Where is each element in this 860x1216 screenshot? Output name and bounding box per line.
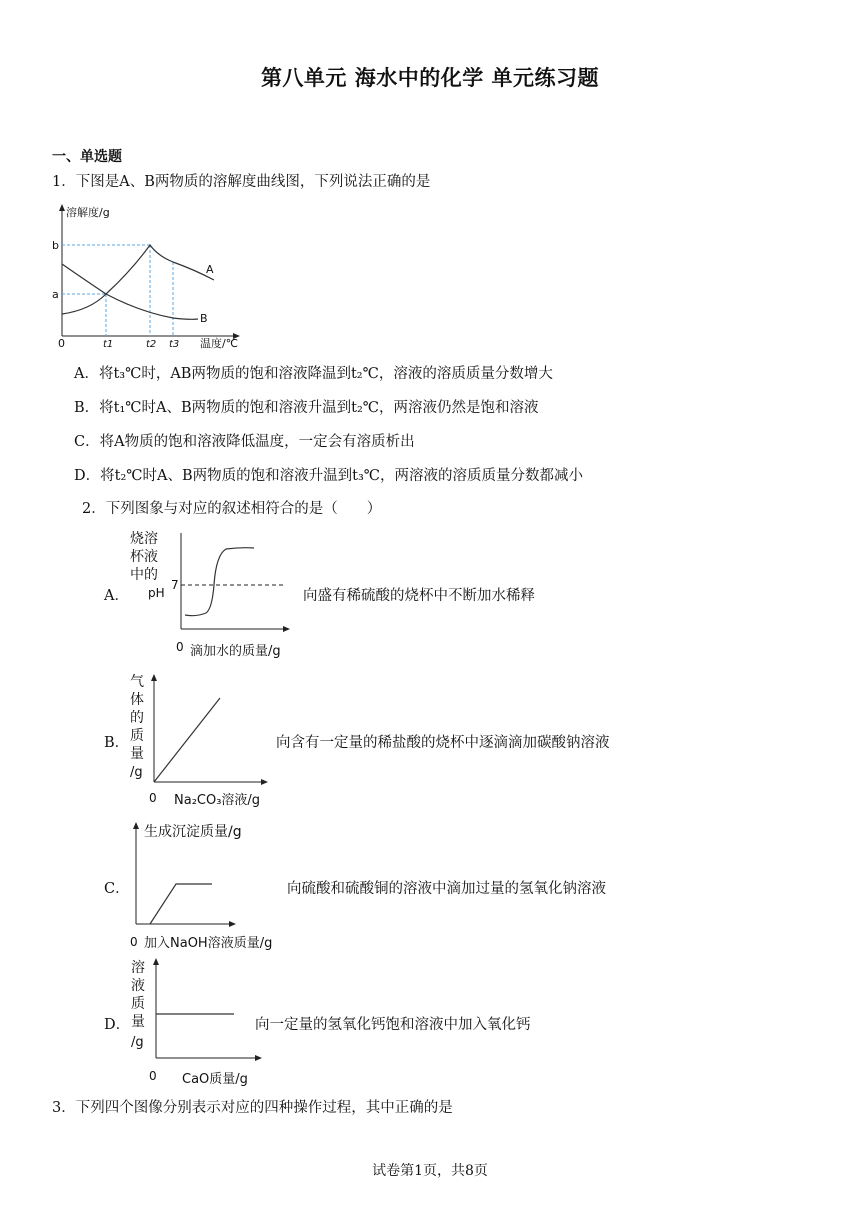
q1-xtick-t2: t2: [146, 339, 157, 350]
q2-item-c-desc: 向硫酸和硫酸铜的溶液中滴加过量的氢氧化钠溶液: [287, 881, 606, 897]
page-footer: 试卷第1页，共8页: [372, 1163, 488, 1179]
section-heading: 一、单选题: [52, 149, 122, 165]
q2d-ylabel-1: 溶: [131, 960, 145, 976]
q2-item-c-label: C．: [104, 881, 130, 897]
q2a-xlabel: 滴加水的质量/g: [190, 644, 281, 659]
q2-item-a-desc: 向盛有稀硫酸的烧杯中不断加水稀释: [303, 588, 535, 604]
q2a-ylabel-3: 中的: [130, 567, 158, 583]
q2-item-a-label: A．: [104, 588, 129, 604]
q1-curve-b-label: B: [200, 312, 208, 325]
q2c-origin: 0: [130, 935, 138, 949]
question-1-stem: 1．下图是A、B两物质的溶解度曲线图，下列说法正确的是: [52, 174, 431, 190]
q1-option-d: D．将t₂℃时A、B两物质的饱和溶液升温到t₃℃，两溶液的溶质质量分数都减小: [74, 468, 583, 484]
q2d-xlabel: CaO质量/g: [182, 1072, 248, 1087]
q2-item-d-desc: 向一定量的氢氧化钙饱和溶液中加入氧化钙: [255, 1017, 531, 1033]
ph-curve: [185, 548, 254, 616]
q2b-ylabel-2: 体: [130, 692, 144, 708]
q2a-ylabel-4: pH: [148, 586, 165, 600]
q1-origin: 0: [58, 337, 65, 350]
q2-item-a-chart: [126, 525, 302, 665]
q1-solubility-chart: [40, 198, 250, 350]
q2-item-c-chart: [124, 816, 304, 956]
q2-item-d-chart: [124, 952, 274, 1092]
q1-ytick-b: b: [52, 239, 59, 252]
q2b-xlabel: Na₂CO₃溶液/g: [174, 793, 261, 808]
q2d-ylabel-4: 量: [131, 1014, 145, 1030]
q1-ylabel: 溶解度/g: [66, 206, 110, 219]
q1-curve-a-label: A: [206, 263, 214, 276]
q2b-ylabel-3: 的: [130, 710, 144, 726]
q2a-ytick-7: 7: [171, 578, 179, 592]
q1-xlabel: 温度/℃: [200, 337, 239, 350]
q2d-ylabel-2: 液: [131, 978, 145, 994]
q2c-ylabel: 生成沉淀质量/g: [144, 824, 242, 840]
q2-item-b-desc: 向含有一定量的稀盐酸的烧杯中逐滴滴加碳酸钠溶液: [276, 735, 610, 751]
q2b-ylabel-4: 质: [130, 728, 144, 744]
q1-xtick-t1: t1: [103, 339, 114, 350]
q2b-ylabel-5: 量: [130, 746, 144, 762]
q1-option-b: B．将t₁℃时A、B两物质的饱和溶液升温到t₂℃，两溶液仍然是饱和溶液: [74, 400, 539, 416]
q1-ytick-a: a: [52, 288, 59, 301]
q1-option-a: A．将t₃℃时，AB两物质的饱和溶液降温到t₂℃，溶液的溶质质量分数增大: [74, 366, 553, 382]
q2-item-b-label: B．: [104, 735, 130, 751]
q2d-origin: 0: [149, 1069, 157, 1083]
curve-b: [62, 264, 198, 319]
question-2-stem: 2．下列图象与对应的叙述相符合的是（ ）: [82, 501, 382, 517]
q2a-ylabel-2: 杯液: [130, 549, 158, 565]
page-title: 第八单元 海水中的化学 单元练习题: [260, 65, 600, 90]
q1-xtick-t3: t3: [169, 339, 180, 350]
question-3-stem: 3．下列四个图像分别表示对应的四种操作过程，其中正确的是: [52, 1100, 453, 1116]
gas-line: [154, 698, 220, 782]
q2a-origin: 0: [176, 640, 184, 654]
q2c-xlabel: 加入NaOH溶液质量/g: [144, 936, 273, 951]
q2-item-b-chart: [124, 668, 284, 810]
q2d-ylabel-3: 质: [131, 996, 145, 1012]
q2b-origin: 0: [149, 791, 157, 805]
q2-item-d-label: D．: [104, 1017, 131, 1033]
q2a-ylabel-1: 烧溶: [130, 531, 158, 547]
q2b-ylabel-6: /g: [130, 765, 143, 780]
q2d-ylabel-5: /g: [131, 1035, 144, 1050]
q2b-ylabel-1: 气: [130, 674, 144, 690]
precipitate-line: [150, 884, 212, 924]
q1-option-c: C．将A物质的饱和溶液降低温度，一定会有溶质析出: [74, 434, 415, 450]
